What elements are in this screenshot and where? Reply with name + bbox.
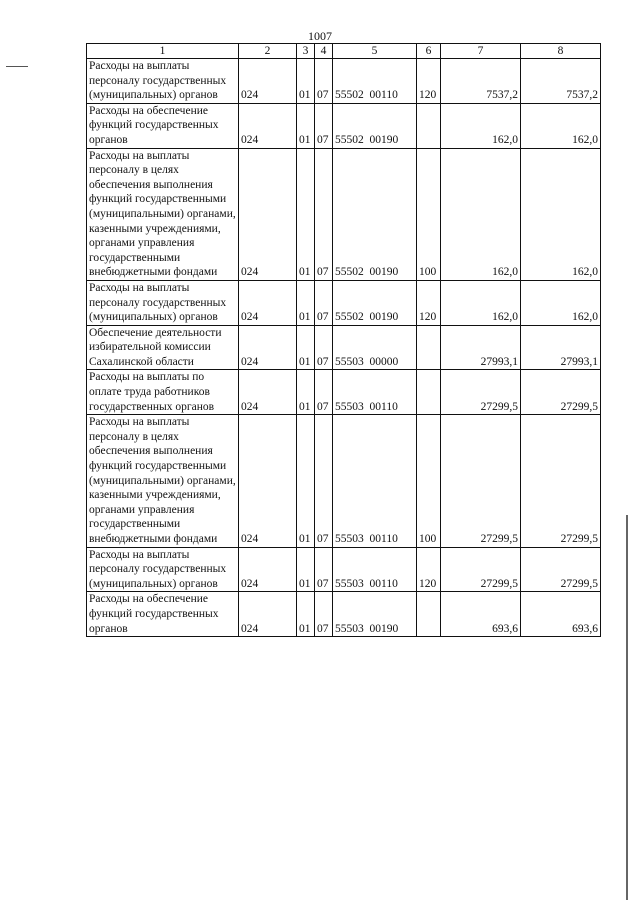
ministry-code: 024: [239, 59, 297, 104]
table-row: [87, 59, 601, 104]
section-code: 01: [297, 103, 315, 148]
expense-name: Расходы на выплаты персоналу государственных (муниципальных) органов: [87, 59, 239, 104]
ministry-code: 024: [239, 547, 297, 592]
amount-year-2: 162,0: [521, 103, 601, 148]
section-code: 01: [297, 325, 315, 370]
expense-type-code: [417, 370, 441, 415]
expense-type-code: [417, 592, 441, 637]
target-article-code: 55503 00000: [333, 325, 417, 370]
expense-type-code: 120: [417, 547, 441, 592]
amount-year-2: 27993,1: [521, 325, 601, 370]
target-article-code: 55502 00190: [333, 148, 417, 280]
expense-type-code: 120: [417, 59, 441, 104]
table-row: [87, 547, 601, 592]
expense-name: Расходы на выплаты персоналу в целях обеспечения выполнения функций государственными (муниципальными) органами, казенными учреждениями, органами управления государственными внебюджетными фондами: [87, 148, 239, 280]
amount-year-1: 693,6: [441, 592, 521, 637]
table-row: [87, 415, 601, 547]
amount-year-1: 162,0: [441, 280, 521, 325]
subsection-code: 07: [315, 103, 333, 148]
section-code: 01: [297, 280, 315, 325]
table-row: [87, 103, 601, 148]
subsection-code: 07: [315, 148, 333, 280]
section-code: 01: [297, 148, 315, 280]
col-header-6: 6: [417, 44, 441, 59]
expense-name: Расходы на выплаты персоналу государственных (муниципальных) органов: [87, 280, 239, 325]
ministry-code: 024: [239, 370, 297, 415]
amount-year-1: 7537,2: [441, 59, 521, 104]
expense-name: Расходы на выплаты персоналу в целях обеспечения выполнения функций государственными (муниципальными) органами, казенными учреждениями, органами управления государственными внебюджетными фондами: [87, 415, 239, 547]
col-header-5: 5: [333, 44, 417, 59]
amount-year-2: 162,0: [521, 148, 601, 280]
amount-year-1: 27299,5: [441, 547, 521, 592]
section-code: 01: [297, 370, 315, 415]
ministry-code: 024: [239, 148, 297, 280]
table-row: [87, 592, 601, 637]
table-row: [87, 148, 601, 280]
target-article-code: 55503 00190: [333, 592, 417, 637]
section-code: 01: [297, 415, 315, 547]
target-article-code: 55503 00110: [333, 370, 417, 415]
amount-year-1: 162,0: [441, 103, 521, 148]
expense-name: Расходы на обеспечение функций государственных органов: [87, 103, 239, 148]
col-header-1: 1: [87, 44, 239, 59]
ministry-code: 024: [239, 592, 297, 637]
table-row: [87, 370, 601, 415]
amount-year-2: 7537,2: [521, 59, 601, 104]
target-article-code: 55502 00190: [333, 280, 417, 325]
scan-mark-right: [626, 515, 628, 900]
subsection-code: 07: [315, 280, 333, 325]
ministry-code: 024: [239, 103, 297, 148]
expense-type-code: 100: [417, 148, 441, 280]
amount-year-2: 27299,5: [521, 370, 601, 415]
col-header-7: 7: [441, 44, 521, 59]
amount-year-2: 27299,5: [521, 415, 601, 547]
expense-type-code: [417, 325, 441, 370]
col-header-4: 4: [315, 44, 333, 59]
col-header-8: 8: [521, 44, 601, 59]
amount-year-1: 27993,1: [441, 325, 521, 370]
ministry-code: 024: [239, 280, 297, 325]
subsection-code: 07: [315, 547, 333, 592]
ministry-code: 024: [239, 415, 297, 547]
subsection-code: 07: [315, 592, 333, 637]
ministry-code: 024: [239, 325, 297, 370]
table-row: [87, 325, 601, 370]
section-code: 01: [297, 592, 315, 637]
expense-type-code: 120: [417, 280, 441, 325]
amount-year-1: 162,0: [441, 148, 521, 280]
expense-name: Расходы на выплаты по оплате труда работников государственных органов: [87, 370, 239, 415]
amount-year-1: 27299,5: [441, 370, 521, 415]
amount-year-2: 693,6: [521, 592, 601, 637]
amount-year-2: 162,0: [521, 280, 601, 325]
subsection-code: 07: [315, 325, 333, 370]
section-code: 01: [297, 547, 315, 592]
subsection-code: 07: [315, 370, 333, 415]
target-article-code: 55502 00190: [333, 103, 417, 148]
target-article-code: 55502 00110: [333, 59, 417, 104]
scan-mark-left: [6, 66, 28, 67]
expense-name: Расходы на выплаты персоналу государственных (муниципальных) органов: [87, 547, 239, 592]
col-header-3: 3: [297, 44, 315, 59]
section-code: 01: [297, 59, 315, 104]
expense-name: Расходы на обеспечение функций государственных органов: [87, 592, 239, 637]
subsection-code: 07: [315, 415, 333, 547]
expense-type-code: [417, 103, 441, 148]
subsection-code: 07: [315, 59, 333, 104]
expense-name: Обеспечение деятельности избирательной комиссии Сахалинской области: [87, 325, 239, 370]
table-row: [87, 280, 601, 325]
target-article-code: 55503 00110: [333, 415, 417, 547]
budget-table: [86, 43, 601, 637]
amount-year-1: 27299,5: [441, 415, 521, 547]
header-row: [87, 44, 601, 59]
page-number: 1007: [308, 29, 332, 43]
expense-type-code: 100: [417, 415, 441, 547]
col-header-2: 2: [239, 44, 297, 59]
amount-year-2: 27299,5: [521, 547, 601, 592]
target-article-code: 55503 00110: [333, 547, 417, 592]
